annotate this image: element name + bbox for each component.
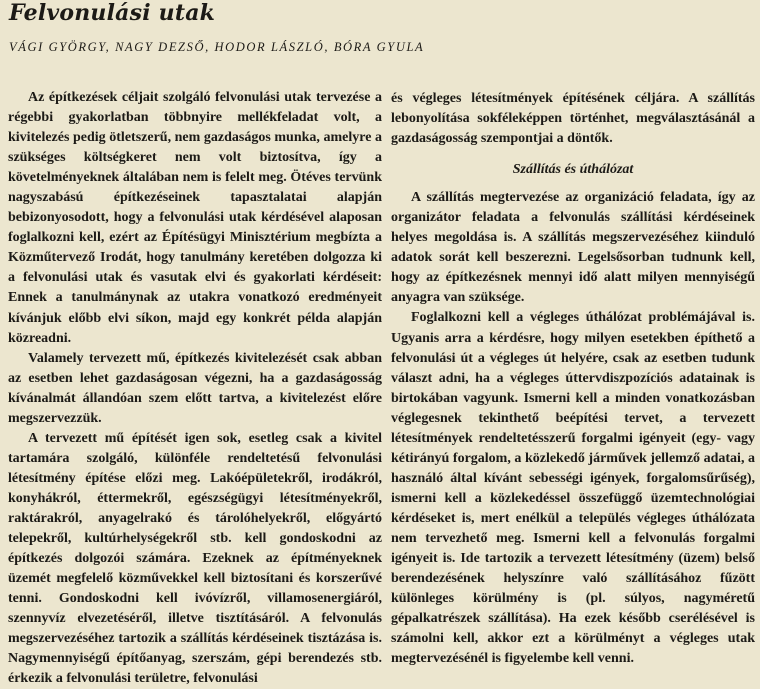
paragraph: Az építkezések céljait szolgáló felvonulási utak tervezése a régebbi gyakorlatban többnyire mellékfeladat volt, a kivitelezés pedig ötletszerű, nem gazdaságos munka, amelyre a szükséges költségkeret nem volt biztosítva, így a követelményeknek általában nem is felelt meg. Ötéves tervünk nagyszabású építkezéseinek tapasztalatai alapján bebizonyosodott, hogy a felvonulási utak kérdésével alaposan foglalkozni kell, ezért az Építésügyi Minisztérium megbízta a Közműtervező Irodát, hogy tanulmány keretében dolgozza ki a felvonulási utak és vasutak elvi és gyakorlati kérdéseit: Ennek a tanulmánynak az utakra vonatkozó eredményeit kívánjuk előbb elvi síkon, majd egy konkrét példa alapján közreadni. — [8, 90, 382, 346]
article-authors: VÁGI GYÖRGY, NAGY DEZSŐ, HODOR LÁSZLÓ, BÓRA GYULA — [9, 40, 425, 54]
paragraph: Valamely tervezett mű, építkezés kivitelezését csak abban az esetben lehet gazdaságosan végezni, ha a gazdaságosság kívánalmát állandóan szem előtt tartva, a kivitelezést előre megszervezzük. — [8, 350, 382, 426]
paragraph-continuation: és végleges létesítmények építésének céljára. A szállítás lebonyolítása sokféleképpen történhet, megválasztásánál a gazdaságosság szempontjai a döntők. — [391, 91, 755, 147]
paragraph: A tervezett mű építését igen sok, esetleg csak a kivitel tartamára szolgáló, különféle rendeltetésű felvonulási létesítmény építése előzi meg. Lakóépületekről, irodákról, konyhákról, éttermekről, egészségügyi létesítményekről, raktárakról, anyagelrakó és tárolóhelyekről, előgyártó telepekről, kultúrhelységekről stb. kell gondoskodni az építkezés dolgozói számára. Ezeknek az építményeknek üzemét megfelelő közművekkel kell biztosítani és korszerűvé tenni. Gondoskodni kell ivóvízről, villamosenergiáról, szennyvíz elvezetéséről, illetve tisztításáról. A felvonulás megszervezéséhez tartozik a szállítás kérdéseinek tisztázása is. Nagymennyiségű építőanyag, szerszám, gépi berendezés stb. érkezik a felvonulási területre, felvonulási — [8, 430, 382, 687]
paragraph: Foglalkozni kell a végleges úthálózat problémájával is. Ugyanis arra a kérdésre, hogy milyen esetekben építhető a felvonulási út a végleges út helyére, csak az esetben tudunk választ adni, ha a végleges úttervdiszpozíciós adatainak is birtokában vagyunk. Ismerni kell a minden vonatkozásban véglegesnek tekinthető beépítési tervet, a tervezett létesítmények rendeltetésszerű forgalmi igényeit (egy- vagy kétirányú forgalom, a közlekedő járművek jellemző adatai, a használó által kívánt sebességi igények, forgalomsűrűség), ismerni kell a közlekedéssel összefüggő üzemtechnológiai kérdéseket is, mert enélkül a település végleges úthálózata nem tervezhető meg. Ismerni kell a felvonulás forgalmi igényeit is. Ide tartozik a tervezett létesítmény (üzem) belső berendezésének helyszínre való szállításához fűzött különleges körülmény is (pl. súlyos, nagyméretű gépalkatrészek szállítása). Ha ezek később cserélésével is számolni kell, akkor ezt a körülményt a végleges utak megtervezésénél is figyelembe kell venni. — [391, 310, 755, 667]
paragraph: A szállítás megtervezése az organizáció feladata, így az organizátor feladata a felvonulás szállítási kérdéseinek helyes megoldása is. A szállítás megszervezéséhez kiinduló adatok sorát kell beszerezni. Legelsősorban tudnunk kell, hogy az építkezésnek mennyi idő alatt milyen mennyiségű anyagra van szüksége. — [391, 190, 755, 306]
left-column — [8, 88, 382, 687]
article-title: Felvonulási utak — [9, 0, 216, 26]
right-column — [391, 89, 755, 667]
section-heading: Szállítás és úthálózat — [512, 162, 634, 178]
